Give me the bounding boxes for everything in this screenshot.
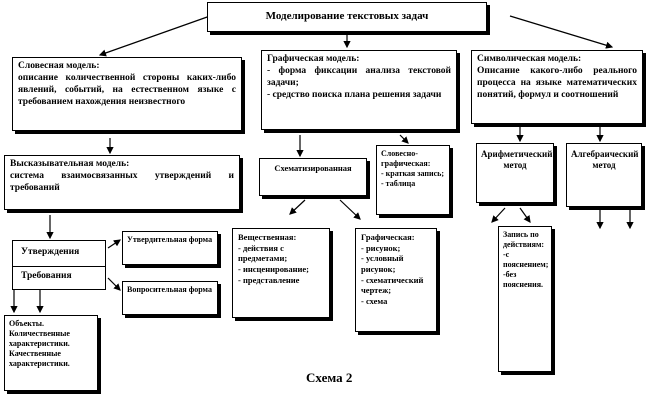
graphic-model-heading: Графическая модель: (267, 54, 360, 64)
requirements-label: Требования (21, 271, 72, 281)
interrogative-form-box (122, 281, 218, 315)
arrow-assertive (108, 240, 120, 248)
graphic-model-body: - форма фиксации анализа текстовой задачи; - средство поиска плана решения задачи (267, 65, 451, 100)
assertions-label: Утверждения (21, 247, 80, 257)
graphical-label: Графическая: - рисунок; - условный рисунок; - схематический чертеж; - схема (361, 232, 424, 306)
schematization-box (259, 158, 367, 196)
arrow-graphic-verbalgraphic (400, 135, 408, 143)
symbolic-model-body: Описание какого-либо реального процесса на языке математических понятий, формул и соотношений (477, 65, 637, 100)
title-box (207, 2, 487, 32)
caption-text: Схема 2 (306, 370, 353, 385)
graphical-box (355, 228, 437, 332)
statement-model-body: система взаимосвязанных утверждений и требований (10, 170, 234, 193)
symbolic-model-heading: Символическая модель: (477, 54, 582, 64)
arrow-schematic-graphical (340, 200, 360, 219)
requirements-box (12, 266, 106, 290)
verbal-model-body: описание количественной стороны каких-либо явлений, событий, на естественном языке с требованием нахождения неизвестного (18, 72, 236, 107)
algebraic-box (566, 143, 642, 207)
assertive-form-box (122, 231, 218, 265)
diagram-caption (306, 370, 352, 386)
arrow-schematic-objective (290, 200, 305, 214)
arrow-arith-right (520, 208, 530, 222)
verbal-model-box (12, 57, 242, 131)
verbal-graphic-label: Словесно-графическая: - краткая запись; - таблица (381, 149, 445, 188)
record-label: Запись по действиям: -с пояснением; -без пояснения. (503, 230, 549, 289)
arrow-interrogative (108, 278, 120, 290)
record-box (498, 226, 552, 372)
graphic-model-box (261, 50, 457, 130)
verbal-graphic-box (376, 145, 450, 215)
algebraic-label: Алгебраический метод (571, 149, 639, 171)
arithmetic-box (476, 143, 554, 203)
symbolic-model-box (471, 50, 643, 124)
assertive-form-label: Утвердительная форма (127, 235, 213, 244)
arrow-title-verbal (100, 16, 210, 55)
diagram-title: Моделирование текстовых задач (265, 10, 429, 22)
objective-box (232, 228, 330, 318)
verbal-model-heading: Словесная модель: (18, 61, 100, 71)
assertions-box (12, 240, 106, 267)
objects-label: Объекты. Количественные характеристики. Качественные характеристики. (9, 319, 70, 368)
arithmetic-label: Арифметический метод (481, 149, 553, 171)
schematization-label: Схематизированная (274, 163, 352, 173)
objective-label: Вещественная: - действия с предметами; - инсценирование; - представление (238, 232, 309, 285)
arrow-title-symbolic (510, 16, 612, 47)
statement-model-heading: Высказывательная модель: (10, 159, 130, 169)
objects-box (4, 315, 98, 391)
arrow-arith-left (492, 208, 505, 222)
statement-model-box (4, 155, 240, 210)
interrogative-form-label: Вопросительная форма (127, 285, 212, 294)
